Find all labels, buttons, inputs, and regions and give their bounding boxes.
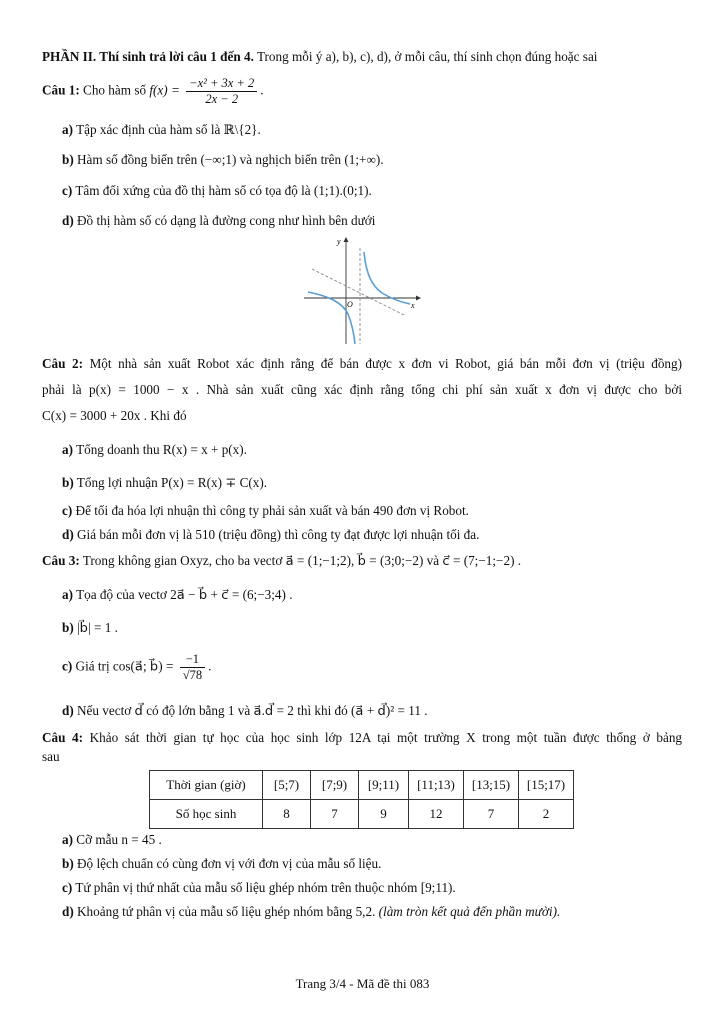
fraction-numerator: −x² + 3x + 2 [186,76,257,92]
question-2-text-2: phải là p(x) = 1000 − x . Nhà sản xuất cũng xác định rằng tổng chi phí sản xuất x đơn vị được cho bởi [42,382,682,397]
q1-option-c[interactable] [62,183,372,199]
table-cell: 12 [409,800,464,829]
question-2-text-3: C(x) = 3000 + 20x . Khi đó [42,408,187,423]
option-label: d) [62,527,74,542]
table-cell: 7 [464,800,519,829]
option-text: Đồ thị hàm số có dạng là đường cong như hình bên dưới [77,213,376,228]
y-axis-label: y [337,237,341,246]
question-4-label: Câu 4: [42,730,84,745]
option-label: d) [62,213,74,228]
table-interval: [5;7) [263,771,311,800]
option-text: Tâm đối xứng của đồ thị hàm số có tọa độ là (1;1).(0;1). [75,183,372,198]
option-label: c) [62,183,73,198]
fraction-numerator: −1 [180,652,205,668]
section-heading [42,49,597,65]
section-instruction: Trong mỗi ý a), b), c), d), ở mỗi câu, thí sinh chọn đúng hoặc sai [256,49,598,64]
fraction-denominator: √78 [182,668,203,682]
q3-option-b[interactable] [62,620,118,636]
function-graph [300,234,422,346]
q2-option-c[interactable] [62,503,469,519]
x-axis-label: x [411,301,415,310]
question-1-text: Cho hàm số [83,82,147,98]
table-interval: [15;17) [519,771,574,800]
q1-option-a[interactable] [62,122,261,138]
option-label: c) [62,503,73,518]
question-1-stem: Câu 1: Cho hàm số f(x) = $\frac{\text{−x² + 3x + 2}}{2x - 2}$ . [42,76,264,106]
option-text: Độ lệch chuẩn có cùng đơn vị với đơn vị của mẫu số liệu. [77,856,382,871]
frequency-table [149,770,574,829]
q2-option-d[interactable] [62,527,479,543]
option-label: b) [62,620,74,635]
table-row [150,800,574,829]
question-1-label: Câu 1: [42,82,80,98]
q4-option-b[interactable] [62,856,381,872]
option-text: Để tối đa hóa lợi nhuận thì công ty phải sản xuất và bán 490 đơn vị Robot. [75,503,469,518]
q4-option-a[interactable] [62,832,162,848]
option-label: c) [62,658,73,674]
option-text: Hàm số đồng biến trên (−∞;1) và nghịch biến trên (1;+∞). [77,152,384,167]
table-header-label: Thời gian (giờ) [150,771,263,800]
table-cell: 7 [311,800,359,829]
option-label: b) [62,856,74,871]
question-2-line1 [42,356,682,372]
table-cell: 9 [359,800,409,829]
option-text: Tổng lợi nhuận P(x) = R(x) ∓ C(x). [76,475,268,490]
option-text: Nếu vectơ d⃗ có độ lớn bằng 1 và a⃗.d⃗ = 2 thì khi đó (a⃗ + d⃗)² = 11 . [77,703,428,718]
right-branch-curve [364,252,410,304]
question-3-label: Câu 3: [42,553,80,568]
page-footer: Trang 3/4 - Mã đề thi 083 [295,976,430,991]
table-row-label: Số học sinh [150,800,263,829]
option-text: Khoảng tứ phân vị của mẫu số liệu ghép nhóm bằng 5,2. [77,904,376,919]
q3-option-c[interactable]: c) Giá trị cos(a⃗; b⃗) = $\frac{-1}{√78}$ . [62,652,212,682]
option-label: b) [62,152,74,167]
oblique-asymptote [312,269,406,316]
option-label: b) [62,475,74,490]
q4-option-d[interactable] [62,904,560,920]
q3-option-a[interactable] [62,587,293,603]
option-label: a) [62,442,73,457]
table-interval: [11;13) [409,771,464,800]
q3-option-d[interactable] [62,703,428,719]
question-2-line2 [42,382,682,398]
option-label: c) [62,880,73,895]
y-axis-arrow [344,237,349,242]
option-text: Tập xác định của hàm số là ℝ\{2}. [76,122,261,137]
q2-option-b[interactable] [62,475,267,491]
question-4-line1 [42,730,682,746]
option-text: Tổng doanh thu R(x) = x + p(x). [76,442,247,457]
x-axis-arrow [416,296,421,301]
question-4-text-1: Khảo sát thời gian tự học của học sinh lớp 12A tại một trường X trong một tuần được thống ở bảng [89,730,683,745]
option-label: a) [62,587,73,602]
option-text: Tọa độ của vectơ 2a⃗ − b⃗ + c⃗ = (6;−3;4) . [76,587,293,602]
option-text: Cỡ mẫu n = 45 . [76,832,162,847]
option-text: Tứ phân vị thứ nhất của mẫu số liệu ghép nhóm trên thuộc nhóm [9;11). [75,880,456,895]
q1-option-d[interactable] [62,213,375,229]
q1-option-b[interactable] [62,152,384,168]
q4-option-c[interactable] [62,880,456,896]
function-fraction [186,76,257,107]
question-4-text-2: sau [42,749,60,764]
table-interval: [7;9) [311,771,359,800]
table-header-row [150,771,574,800]
option-text: Giá bán mỗi đơn vị là 510 (triệu đồng) thì công ty đạt được lợi nhuận tối đa. [77,527,480,542]
option-label: a) [62,832,73,847]
question-4-line2 [42,749,60,765]
option-label: d) [62,703,74,718]
option-label: d) [62,904,74,919]
table-interval: [9;11) [359,771,409,800]
table-cell: 8 [263,800,311,829]
table-interval: [13;15) [464,771,519,800]
q2-option-a[interactable] [62,442,247,458]
cosine-fraction [180,652,205,683]
function-name: f(x) = [149,82,180,98]
option-text: Giá trị cos(a⃗; b⃗) = [75,658,174,674]
question-2-line3 [42,408,187,424]
table-cell: 2 [519,800,574,829]
option-note: (làm tròn kết quả đến phần mười). [378,904,561,919]
question-3-text: Trong không gian Oxyz, cho ba vectơ a⃗ = (1;−1;2), b⃗ = (3;0;−2) và c⃗ = (7;−1;−2) . [82,553,522,568]
section-title: PHẦN II. Thí sinh trả lời câu 1 đến 4. [42,49,254,64]
option-label: a) [62,122,73,137]
origin-label: O [347,300,353,309]
option-text: |b⃗| = 1 . [77,620,118,635]
question-2-text-1: Một nhà sản xuất Robot xác định rằng để bán được x đơn vi Robot, giá bán mỗi đơn vị (triệu đồng) [89,356,683,371]
question-2-label: Câu 2: [42,356,83,371]
question-3-stem [42,553,521,569]
fraction-denominator: 2x − 2 [205,92,239,106]
